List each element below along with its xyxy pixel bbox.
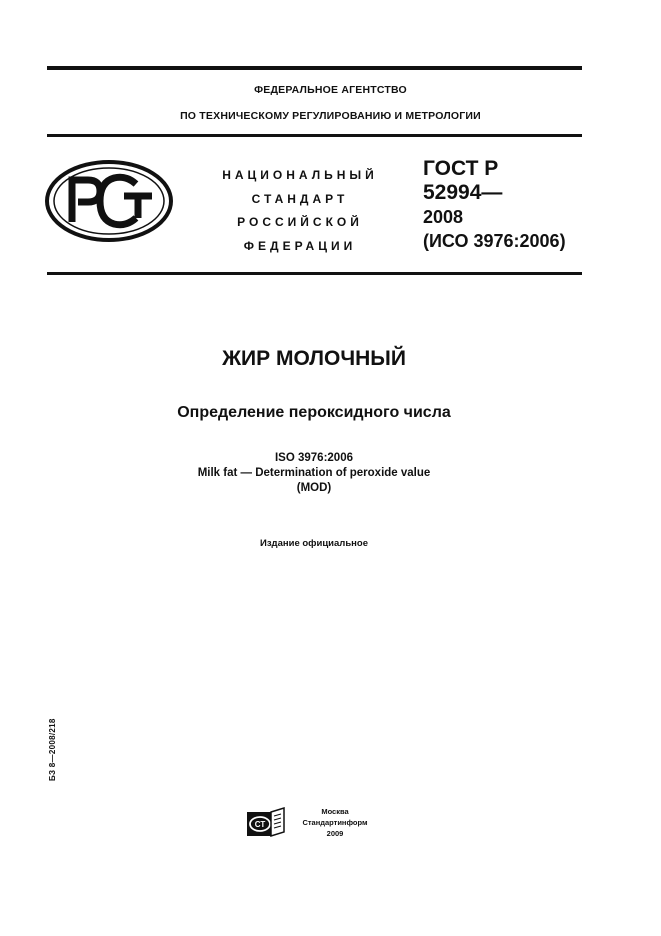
iso-title: Milk fat — Determination of peroxide value [197,467,431,479]
svg-text:СТ: СТ [254,820,266,829]
document-subtitle: Определение пероксидного числа [177,404,451,421]
publisher-city: Москва [321,807,349,816]
national-standard-line-1: НАЦИОНАЛЬНЫЙ [222,168,378,182]
iso-modification: (MOD) [296,482,332,494]
document-title: ЖИР МОЛОЧНЫЙ [222,347,406,370]
designation-line-3: 2008 [423,207,464,227]
national-standard-line-4: ФЕДЕРАЦИИ [243,238,357,253]
national-standard-line-2: СТАНДАРТ [251,191,349,206]
top-rule [47,66,582,70]
national-standard-line-3: РОССИЙСКОЙ [237,215,363,229]
edition-label: Издание официальное [260,538,368,549]
iso-number: ISO 3976:2006 [274,452,353,464]
header-rule [47,134,582,137]
standard-designation [423,157,566,253]
standartinform-logo-icon [246,807,286,837]
side-code: БЗ 8—2008/218 [48,718,57,781]
designation-line-1: ГОСТ Р [423,157,499,180]
rst-certification-logo-icon [44,160,174,242]
publisher-year: 2009 [326,829,344,838]
agency-line-1: ФЕДЕРАЛЬНОЕ АГЕНТСТВО [254,84,407,96]
designation-line-4: (ИСО 3976:2006) [423,231,566,251]
national-standard-block [205,164,395,258]
bottom-header-rule [47,272,582,275]
iso-reference [0,451,628,496]
agency-line-2: ПО ТЕХНИЧЕСКОМУ РЕГУЛИРОВАНИЮ И МЕТРОЛОГИИ [180,110,481,122]
designation-line-2: 52994— [423,181,503,204]
publisher-info [300,806,370,839]
publisher-name: Стандартинформ [302,818,368,827]
